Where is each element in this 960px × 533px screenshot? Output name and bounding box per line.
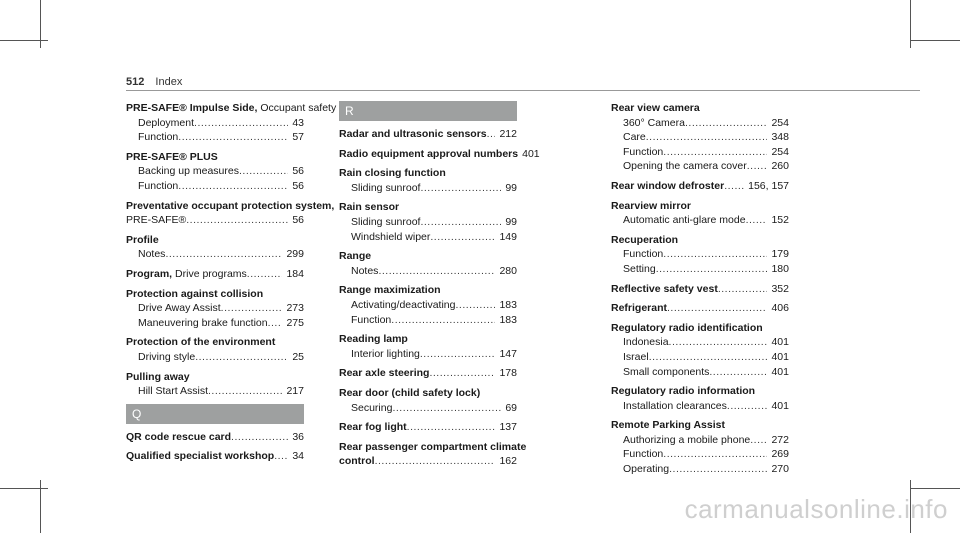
page-reference[interactable]: 269 [771, 448, 789, 461]
index-entry [126, 350, 304, 365]
entry-heading: PRE-SAFE® PLUS [126, 150, 218, 163]
entry-subitem: Notes [351, 264, 379, 277]
leader-dots [375, 454, 496, 469]
index-entry [611, 462, 789, 477]
page-reference[interactable]: 401 [771, 399, 789, 412]
index-entry [339, 347, 517, 362]
index-entry [126, 287, 304, 302]
index-entry [611, 116, 789, 131]
leader-dots [750, 433, 767, 448]
page-reference[interactable]: 272 [771, 433, 789, 446]
index-entry [611, 350, 789, 365]
index-entry [339, 200, 517, 215]
entry-heading: Rear window defroster [611, 179, 725, 192]
index-entry [339, 386, 517, 401]
entry-heading: Program, [126, 267, 173, 280]
leader-dots [649, 350, 768, 365]
entry-subitem: Installation clearances [623, 399, 727, 412]
index-entry [611, 321, 789, 336]
index-column-2 [339, 101, 540, 469]
index-entry [611, 335, 789, 350]
index-entry [611, 433, 789, 448]
entry-subitem: Function [138, 131, 179, 144]
entry-subitem: Maneuvering brake function [138, 316, 268, 329]
page-reference[interactable]: 34 [292, 450, 304, 463]
entry-subitem: Securing [351, 401, 393, 414]
leader-dots [747, 159, 768, 174]
entry-heading: Regulatory radio information [611, 385, 756, 398]
leader-dots [378, 264, 495, 279]
entry-subitem: Israel [623, 350, 649, 363]
index-entry [339, 181, 517, 196]
page-reference[interactable]: 36 [292, 430, 304, 443]
page-reference[interactable]: 270 [771, 463, 789, 476]
index-entry [611, 145, 789, 160]
entry-subitem: Indonesia [623, 336, 669, 349]
leader-dots [669, 462, 767, 477]
page-header [126, 76, 182, 88]
page-reference[interactable]: 99 [505, 215, 517, 228]
index-entry [611, 399, 789, 414]
entry-heading: Rear door (child safety lock) [339, 386, 481, 399]
entry-subitem: Function [623, 248, 664, 261]
index-entry [611, 418, 789, 433]
entry-subitem: 360° Camera [623, 116, 685, 129]
index-entry [611, 384, 789, 399]
page-reference[interactable]: 348 [771, 131, 789, 144]
index-entry [611, 365, 789, 380]
leader-dots [685, 116, 767, 131]
page-reference[interactable]: 280 [499, 264, 517, 277]
page-reference[interactable]: 401 [771, 365, 789, 378]
page-reference[interactable]: 99 [505, 181, 517, 194]
index-entry [126, 179, 304, 194]
index-entry [126, 267, 304, 282]
leader-dots [221, 301, 283, 316]
leader-dots [420, 215, 501, 230]
page-reference[interactable]: 178 [499, 367, 517, 380]
index-entry [126, 101, 337, 116]
index-entry [339, 401, 517, 416]
page-reference[interactable]: 56 [292, 214, 304, 227]
index-entry [339, 166, 517, 181]
entry-subitem: Function [138, 179, 179, 192]
entry-qualifier: Occupant safety [257, 102, 337, 114]
index-entry [126, 130, 304, 145]
page-number: 512 [126, 76, 145, 88]
entry-heading: Reading lamp [339, 333, 408, 346]
page-reference[interactable]: 69 [505, 401, 517, 414]
entry-heading: Range maximization [339, 284, 441, 297]
entry-heading: Rear passenger compartment climate [339, 440, 527, 453]
page-reference[interactable]: 183 [499, 313, 517, 326]
entry-heading: Reflective safety vest [611, 282, 718, 295]
leader-dots [455, 298, 495, 313]
leader-dots [239, 164, 288, 179]
page-reference[interactable]: 56 [292, 179, 304, 192]
entry-subitem: Sliding sunroof [351, 181, 421, 194]
entry-heading: Range [339, 250, 372, 263]
entry-heading: Rear view camera [611, 102, 700, 114]
index-entry [339, 313, 517, 328]
entry-heading: Rain closing function [339, 167, 446, 180]
crop-mark [910, 488, 960, 489]
entry-heading: PRE-SAFE® Impulse Side, [126, 102, 258, 114]
header-rule [126, 90, 920, 91]
page-reference[interactable]: 56 [292, 165, 304, 178]
page-reference[interactable]: 401 [771, 336, 789, 349]
watermark: carmanualsonline.info [684, 494, 948, 524]
index-entry [611, 262, 789, 277]
page-reference[interactable]: 275 [286, 316, 304, 329]
page-reference[interactable]: 183 [499, 298, 517, 311]
entry-heading: Regulatory radio identification [611, 321, 763, 334]
leader-dots [186, 213, 288, 228]
leader-dots [208, 384, 282, 399]
index-entry [126, 150, 304, 165]
leader-dots [429, 366, 495, 381]
leader-dots [391, 313, 495, 328]
entry-heading: Pulling away [126, 370, 190, 383]
entry-subitem: Interior lighting [351, 347, 420, 360]
page-reference[interactable]: 273 [286, 302, 304, 315]
page-reference[interactable]: 162 [499, 455, 517, 468]
index-entry [611, 179, 789, 194]
index-entry [339, 298, 517, 313]
leader-dots [727, 399, 768, 414]
entry-subitem: Care [623, 131, 646, 144]
page-reference[interactable]: 180 [771, 262, 789, 275]
index-entry [126, 370, 304, 385]
leader-dots [392, 401, 501, 416]
leader-dots [709, 365, 767, 380]
index-entry [126, 301, 304, 316]
index-column-1 [126, 101, 337, 464]
page-reference[interactable]: 217 [286, 385, 304, 398]
leader-dots [746, 213, 768, 228]
crop-mark [0, 488, 48, 489]
index-entry [126, 213, 304, 228]
leader-dots [430, 230, 495, 245]
page-reference[interactable]: 352 [771, 282, 789, 295]
page-reference[interactable]: 299 [286, 248, 304, 261]
leader-dots [724, 179, 744, 194]
entry-subitem: Backing up measures [138, 165, 239, 178]
entry-heading: Protection against collision [126, 287, 264, 300]
entry-heading: QR code rescue card [126, 430, 232, 443]
index-entry [126, 199, 335, 214]
index-entry [126, 164, 304, 179]
entry-heading: Rear fog light [339, 421, 407, 434]
index-entry [611, 213, 789, 228]
leader-dots [420, 181, 501, 196]
page-reference[interactable]: 184 [286, 267, 304, 280]
letter-heading: R [339, 101, 517, 121]
leader-dots [718, 282, 768, 297]
entry-subitem: Opening the camera cover [623, 160, 747, 173]
entry-heading: Preventative occupant protection system, [126, 199, 335, 212]
page-reference[interactable]: 260 [771, 160, 789, 173]
page-reference[interactable]: 147 [499, 347, 517, 360]
entry-heading: Remote Parking Assist [611, 419, 725, 432]
leader-dots [663, 447, 767, 462]
page-reference[interactable]: 137 [499, 421, 517, 434]
entry-subitem: Small components [623, 365, 710, 378]
index-entry [126, 449, 304, 464]
entry-subitem: Driving style [138, 350, 196, 363]
index-entry [339, 264, 517, 279]
index-entry [126, 384, 304, 399]
leader-dots [195, 350, 288, 365]
leader-dots [420, 347, 496, 362]
leader-dots [663, 247, 767, 262]
entry-subitem: Authorizing a mobile phone [623, 433, 751, 446]
index-entry [339, 215, 517, 230]
index-entry [126, 116, 304, 131]
index-entry [611, 447, 789, 462]
index-entry [611, 247, 789, 262]
entry-subitem: Setting [623, 262, 656, 275]
page-reference[interactable]: 152 [771, 214, 789, 227]
leader-dots [247, 267, 283, 282]
index-entry [339, 127, 517, 142]
index-entry [126, 247, 304, 262]
index-entry [611, 233, 789, 248]
index-entry [126, 316, 304, 331]
entry-heading: Recuperation [611, 233, 679, 246]
index-entry [339, 332, 517, 347]
index-entry [339, 440, 527, 455]
leader-dots [669, 335, 768, 350]
entry-subitem: Drive Away Assist [138, 302, 221, 315]
leader-dots [274, 449, 288, 464]
index-entry [339, 420, 517, 435]
index-entry [611, 282, 789, 297]
entry-heading: Protection of the environment [126, 336, 276, 349]
entry-subitem: Function [351, 313, 392, 326]
leader-dots [178, 179, 288, 194]
index-entry [611, 130, 789, 145]
index-entry [126, 335, 304, 350]
page-reference[interactable]: 25 [292, 350, 304, 363]
index-entry [126, 430, 304, 445]
entry-subitem: Sliding sunroof [351, 215, 421, 228]
entry-subitem: Function [623, 448, 664, 461]
leader-dots [165, 247, 282, 262]
index-entry [339, 147, 540, 162]
crop-mark [0, 40, 48, 41]
entry-heading: Rearview mirror [611, 199, 691, 212]
leader-dots [268, 316, 283, 331]
page-reference[interactable]: 57 [292, 131, 304, 144]
entry-subitem: Automatic anti-glare mode [623, 214, 746, 227]
leader-dots [663, 145, 767, 160]
entry-qualifier: Drive programs [172, 267, 247, 280]
page-reference[interactable]: 401 [522, 147, 540, 160]
index-entry [611, 159, 789, 174]
page-reference[interactable]: 401 [771, 350, 789, 363]
entry-subitem: Function [623, 145, 664, 158]
leader-dots [646, 130, 768, 145]
entry-subitem: PRE-SAFE® [126, 214, 187, 227]
index-entry [339, 283, 517, 298]
page-reference[interactable]: 43 [292, 116, 304, 129]
entry-heading: Rear axle steering [339, 367, 430, 380]
page-reference[interactable]: 406 [771, 302, 789, 315]
page-reference[interactable]: 212 [499, 128, 517, 140]
entry-heading: Qualified specialist workshop [126, 450, 275, 463]
entry-subitem: Operating [623, 463, 670, 476]
leader-dots [656, 262, 768, 277]
entry-subitem: Windshield wiper [351, 230, 431, 243]
leader-dots [667, 301, 767, 316]
index-entry [339, 454, 517, 469]
index-entry [611, 301, 789, 316]
entry-subitem: Hill Start Assist [138, 385, 209, 398]
entry-heading: Radio equipment approval numbers [339, 147, 519, 160]
leader-dots [194, 116, 288, 131]
leader-dots [178, 130, 288, 145]
page-reference[interactable]: 254 [771, 145, 789, 158]
entry-heading: Profile [126, 233, 159, 246]
page-reference[interactable]: 254 [771, 116, 789, 129]
leader-dots [407, 420, 496, 435]
index-column-3 [611, 101, 789, 477]
entry-heading: Rain sensor [339, 201, 400, 214]
index-entry [339, 230, 517, 245]
index-entry [126, 233, 304, 248]
page-reference[interactable]: 149 [499, 230, 517, 243]
entry-subitem: Deployment [138, 116, 195, 129]
page-reference[interactable]: 179 [771, 248, 789, 261]
index-entry [611, 199, 789, 214]
page-reference[interactable]: 156, 157 [748, 179, 789, 192]
index-entry [339, 249, 517, 264]
entry-heading: control [339, 455, 375, 468]
entry-subitem: Activating/deactivating [351, 298, 456, 311]
entry-heading: Radar and ultrasonic sensors [339, 128, 487, 140]
leader-dots [231, 430, 288, 445]
index-entry [339, 366, 517, 381]
index-entry [611, 101, 789, 116]
entry-heading: Refrigerant [611, 302, 668, 315]
entry-subitem: Notes [138, 248, 166, 261]
leader-dots [487, 127, 496, 142]
section-title: Index [155, 76, 183, 88]
crop-mark [910, 40, 960, 41]
letter-heading: Q [126, 404, 304, 424]
